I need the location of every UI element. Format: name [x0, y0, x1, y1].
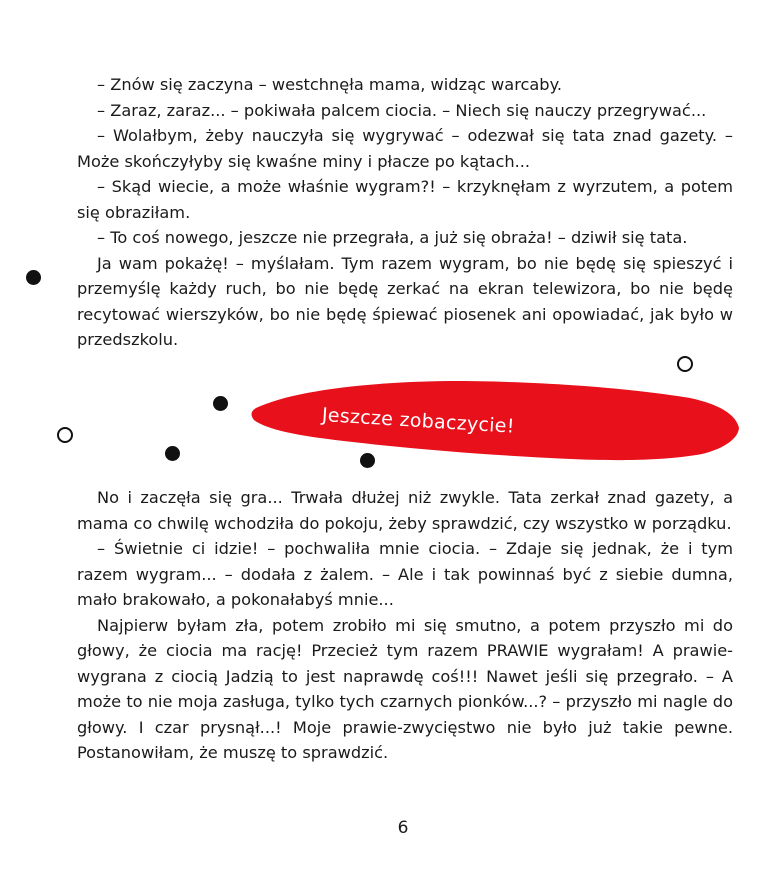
decorative-hollow-dot [677, 356, 693, 372]
paragraph: – Świetnie ci idzie! – pochwaliła mnie ciocia. – Zdaje się jednak, że i tym razem wygram... – dodała z żalem. – Ale i tak powinnaś być z siebie dumna, mało brakowało, a pokonałabyś mnie... [77, 539, 733, 609]
decorative-filled-dot [26, 270, 41, 285]
paragraph: – Wolałbym, żeby nauczyła się wygrywać – odezwał się tata znad gazety. – Może skończyłyby się kwaśne miny i płacze po kątach... [77, 126, 733, 171]
decorative-filled-dot [213, 396, 228, 411]
banner-heading: Jeszcze zobaczycie! [321, 404, 516, 438]
decorative-filled-dot [165, 446, 180, 461]
paragraph: – To coś nowego, jeszcze nie przegrała, a już się obraża! – dziwił się tata. [97, 228, 688, 247]
paragraph: No i zaczęła się gra... Trwała dłużej niż zwykle. Tata zerkał znad gazety, a mama co chwilę wchodziła do pokoju, żeby sprawdzić, czy wszystko w porządku. [77, 488, 733, 533]
paragraph: – Skąd wiecie, a może właśnie wygram?! – krzyknęłam z wyrzutem, a potem się obraziłam. [77, 177, 733, 222]
decorative-hollow-dot [57, 427, 73, 443]
paragraph: Ja wam pokażę! – myślałam. Tym razem wygram, bo nie będę się spieszyć i przemyślę każdy ruch, bo nie będę zerkać na ekran telewizora, bo nie będę recytować wierszyków, bo nie będę śpiewać piosenek ani opowiadać, jak było w przedszkolu. [77, 253, 733, 349]
page-number: 6 [397, 818, 409, 838]
paragraph: – Zaraz, zaraz... – pokiwała palcem ciocia. – Niech się nauczy przegrywać... [97, 100, 707, 120]
text-block-bottom [77, 485, 733, 766]
paragraph: Najpierw byłam zła, potem zrobiło mi się smutno, a potem przyszło mi do głowy, że ciocia ma rację! Przecież tym razem PRAWIE wygrałam! A prawie-wygrana z ciocią Jadzią to jest naprawdę coś!!! Nawet jeśli się przegrało. – A może to nie moja zasługa, tylko tych czarnych pionków...? – przyszło mi nagle do głowy. I czar prysnął...! Moje prawie-zwycięstwo nie było już takie pewne. Postanowiłam, że muszę to sprawdzić. [77, 615, 733, 762]
text-block-top [77, 72, 733, 353]
paragraph: – Znów się zaczyna – westchnęła mama, widząc warcaby. [97, 75, 563, 94]
